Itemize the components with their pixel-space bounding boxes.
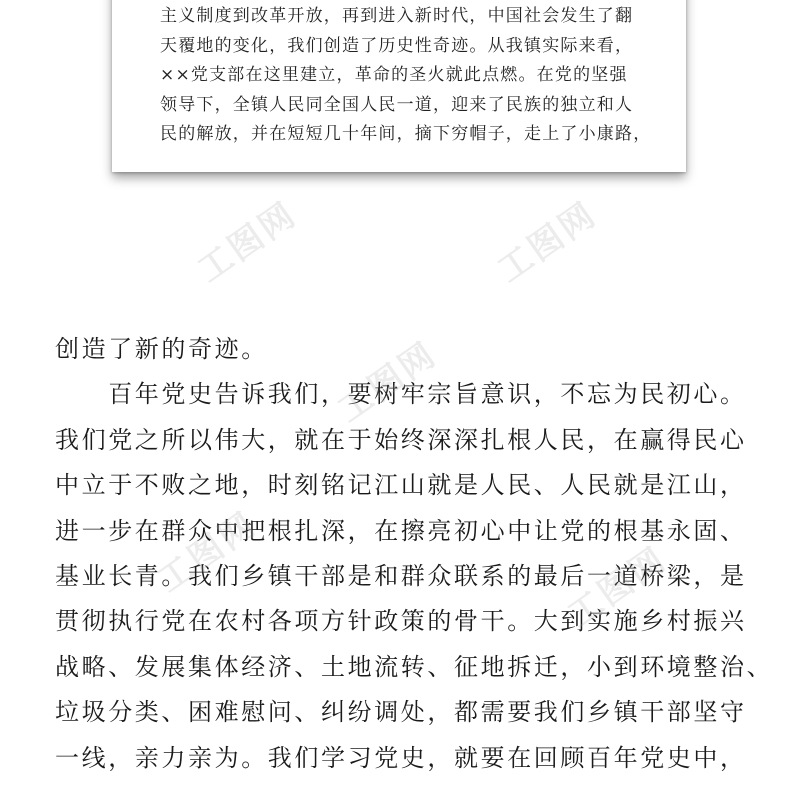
body-line: 中立于不败之地，时刻铭记江山就是人民、人民就是江山，: [55, 471, 747, 500]
excerpt-line: 天覆地的变化，我们创造了历史性奇迹。从我镇实际来看，: [160, 35, 634, 56]
body-line: 贯彻执行党在农村各项方针政策的骨干。大到实施乡村振兴: [55, 607, 747, 636]
body-line: 我们党之所以伟大，就在于始终深深扎根人民，在赢得民心: [55, 425, 747, 454]
watermark: 工图网: [560, 539, 675, 636]
excerpt-line: 民的解放，并在短短几十年间，摘下穷帽子，走上了小康路，: [160, 124, 652, 144]
body-line: 垃圾分类、困难慰问、纠纷调处，都需要我们乡镇干部坚守: [55, 698, 747, 727]
watermark: 工图网: [490, 194, 605, 291]
watermark: 工图网: [190, 194, 305, 291]
body-line: 百年党史告诉我们，要树牢宗旨意识，不忘为民初心。: [55, 380, 747, 409]
excerpt-line: 主义制度到改革开放，再到进入新时代，中国社会发生了翻: [160, 6, 634, 26]
body-line: 战略、发展集体经济、土地流转、征地拆迁，小到环境整治、: [55, 652, 774, 681]
body-line: 基业长青。我们乡镇干部是和群众联系的最后一道桥梁，是: [55, 562, 747, 591]
excerpt-line: ××党支部在这里建立，革命的圣火就此点燃。在党的坚强: [160, 65, 628, 85]
excerpt-line: 领导下，全镇人民同全国人民一道，迎来了民族的独立和人: [160, 94, 634, 115]
body-text: [55, 327, 774, 781]
body-line: 进一步在群众中把根扎深，在擦亮初心中让党的根基永固、: [55, 516, 747, 545]
body-line: 一线，亲力亲为。我们学习党史，就要在回顾百年党史中，: [55, 743, 747, 772]
watermark: 工图网: [330, 334, 445, 431]
watermark: 工图网: [150, 504, 265, 601]
body-line: 创造了新的奇迹。: [55, 335, 268, 363]
excerpt-card: [112, 0, 686, 172]
